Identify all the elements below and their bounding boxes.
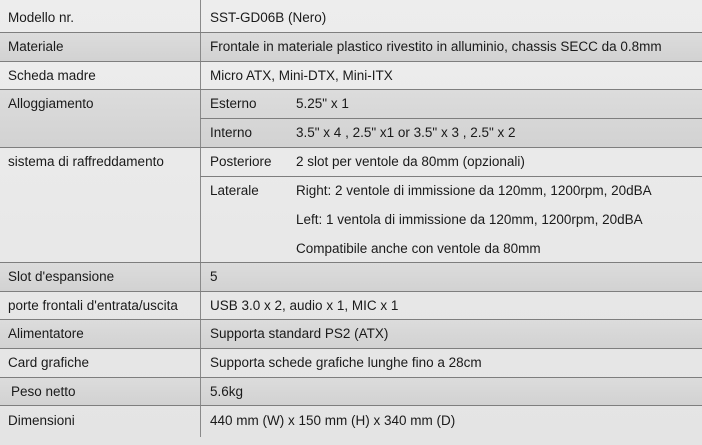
cooling-side-label: Laterale: [210, 183, 259, 198]
row-expansion-label: Slot d'espansione: [8, 269, 115, 284]
cooling-rear-label: Posteriore: [210, 154, 272, 169]
cooling-rear: [200, 148, 702, 177]
row-housing: [0, 89, 702, 147]
row-weight-value: 5.6kg: [210, 384, 244, 399]
row-dimensions: [0, 405, 702, 445]
row-model-label: Modello nr.: [8, 10, 75, 25]
row-psu-value: Supporta standard PS2 (ATX): [210, 326, 389, 341]
row-dimensions-label: Dimensioni: [8, 413, 75, 428]
cooling-side-line: Right: 2 ventole di immissione da 120mm, 1200rpm, 20dBA: [296, 183, 652, 198]
cooling-rear-value: 2 slot per ventole da 80mm (opzionali): [296, 154, 525, 169]
row-model-value: SST-GD06B (Nero): [210, 10, 327, 25]
row-motherboard: [0, 61, 702, 89]
row-expansion: [0, 262, 702, 291]
housing-internal-value: 3.5" x 4 , 2.5" x1 or 3.5" x 3 , 2.5" x 2: [296, 125, 516, 140]
cooling-side: [200, 176, 702, 263]
row-weight-label: Peso netto: [11, 384, 76, 399]
row-housing-label: Alloggiamento: [8, 96, 94, 111]
row-graphics: [0, 348, 702, 377]
row-cooling-label: sistema di raffreddamento: [8, 154, 164, 169]
row-graphics-label: Card grafiche: [8, 355, 90, 370]
row-material-value: Frontale in materiale plastico rivestito in alluminio, chassis SECC da 0.8mm: [210, 39, 662, 54]
row-model: [0, 0, 702, 32]
row-expansion-value: 5: [210, 269, 218, 284]
row-material-label: Materiale: [8, 39, 64, 54]
row-psu: [0, 319, 702, 348]
housing-internal: [200, 118, 702, 148]
housing-external-value: 5.25" x 1: [296, 96, 349, 111]
housing-external-label: Esterno: [210, 96, 257, 111]
row-material: [0, 32, 702, 61]
row-cooling: [0, 147, 702, 262]
row-dimensions-value: 440 mm (W) x 150 mm (H) x 340 mm (D): [210, 413, 456, 428]
row-weight: [0, 377, 702, 405]
cooling-side-line: Compatibile anche con ventole da 80mm: [296, 241, 541, 256]
housing-external: [200, 90, 702, 119]
cooling-side-line: Left: 1 ventola di immissione da 120mm, 1200rpm, 20dBA: [296, 212, 643, 227]
row-psu-label: Alimentatore: [8, 326, 84, 341]
row-motherboard-label: Scheda madre: [8, 68, 96, 83]
row-front-ports-value: USB 3.0 x 2, audio x 1, MIC x 1: [210, 298, 399, 313]
housing-internal-label: Interno: [210, 125, 253, 140]
row-front-ports: [0, 291, 702, 319]
row-motherboard-value: Micro ATX, Mini-DTX, Mini-ITX: [210, 68, 393, 83]
row-front-ports-label: porte frontali d'entrata/uscita: [8, 298, 178, 313]
row-graphics-value: Supporta schede grafiche lunghe fino a 28cm: [210, 355, 482, 370]
